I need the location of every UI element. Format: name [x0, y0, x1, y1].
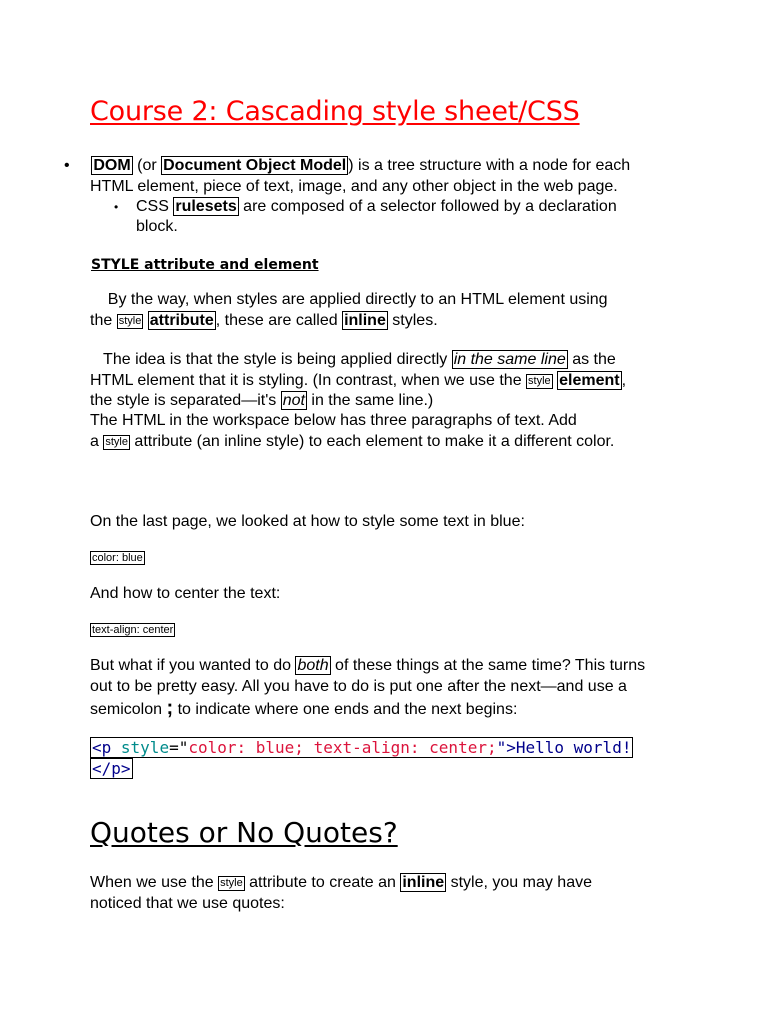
dom-paragraph-line1: DOM (or Document Object Model ) is a tree structure with a node for each [93, 157, 631, 174]
inline-term: inline [344, 312, 386, 329]
last-page-text: On the last page, we looked at how to style some text in blue: [90, 513, 525, 530]
way-line2: the style attribute , these are called inline styles. [90, 312, 438, 329]
semicolon-glyph: ; [166, 697, 174, 719]
idea-line3: the style is separated—it's not in the same line.) [90, 392, 434, 409]
rulesets-term: rulesets [175, 198, 237, 215]
same-line-term: in the same line [453, 351, 566, 368]
code-color-blue: color: blue [92, 552, 143, 564]
element-term: element [559, 372, 620, 389]
dom-full-term: Document Object Model [163, 157, 347, 174]
both-line1: But what if you wanted to do both of these things at the same time? This turns [90, 657, 646, 674]
quotes-line1: When we use the style attribute to create an inline style, you may have [90, 874, 592, 891]
rulesets-line1: CSS rulesets are composed of a selector followed by a declaration [136, 198, 617, 215]
section-heading: STYLE attribute and element [91, 257, 319, 273]
code-text-align: text-align: center [92, 624, 174, 636]
inline-term: inline [402, 874, 445, 891]
quotes-heading: Quotes or No Quotes? [90, 816, 398, 849]
idea-line4: The HTML in the workspace below has three paragraphs of text. Add [90, 412, 577, 429]
both-line3: semicolon ; to indicate where one ends and the next begins: [90, 697, 518, 719]
center-text: And how to center the text: [90, 585, 281, 602]
idea-line2: HTML element that it is styling. (In contrast, when we use the style element , [90, 372, 627, 389]
idea-line1: The idea is that the style is being applied directly in the same line as the [90, 351, 616, 368]
both-line2: out to be pretty easy. All you have to do is put one after the next—and use a [90, 678, 627, 695]
dom-term: DOM [93, 157, 131, 174]
idea-line5: a style attribute (an inline style) to each element to make it a different color. [90, 433, 615, 450]
both-term: both [297, 657, 329, 674]
code-example: <p style="color: blue; text-align: center;">Hello world! </p> [92, 738, 632, 778]
way-line1: By the way, when styles are applied directly to an HTML element using [90, 291, 608, 308]
quotes-line2: noticed that we use quotes: [90, 895, 285, 912]
attribute-term: attribute [149, 312, 214, 329]
code-style: style [105, 436, 128, 448]
dom-paragraph-line2: HTML element, piece of text, image, and any other object in the web page. [90, 178, 618, 195]
not-term: not [282, 392, 305, 409]
list-bullet: • [114, 200, 119, 214]
list-bullet: • [64, 157, 70, 174]
code-style: style [528, 375, 551, 387]
code-style: style [220, 877, 243, 889]
code-style: style [118, 315, 142, 327]
rulesets-line2: block. [136, 218, 178, 235]
page-title: Course 2: Cascading style sheet/CSS [90, 96, 580, 127]
